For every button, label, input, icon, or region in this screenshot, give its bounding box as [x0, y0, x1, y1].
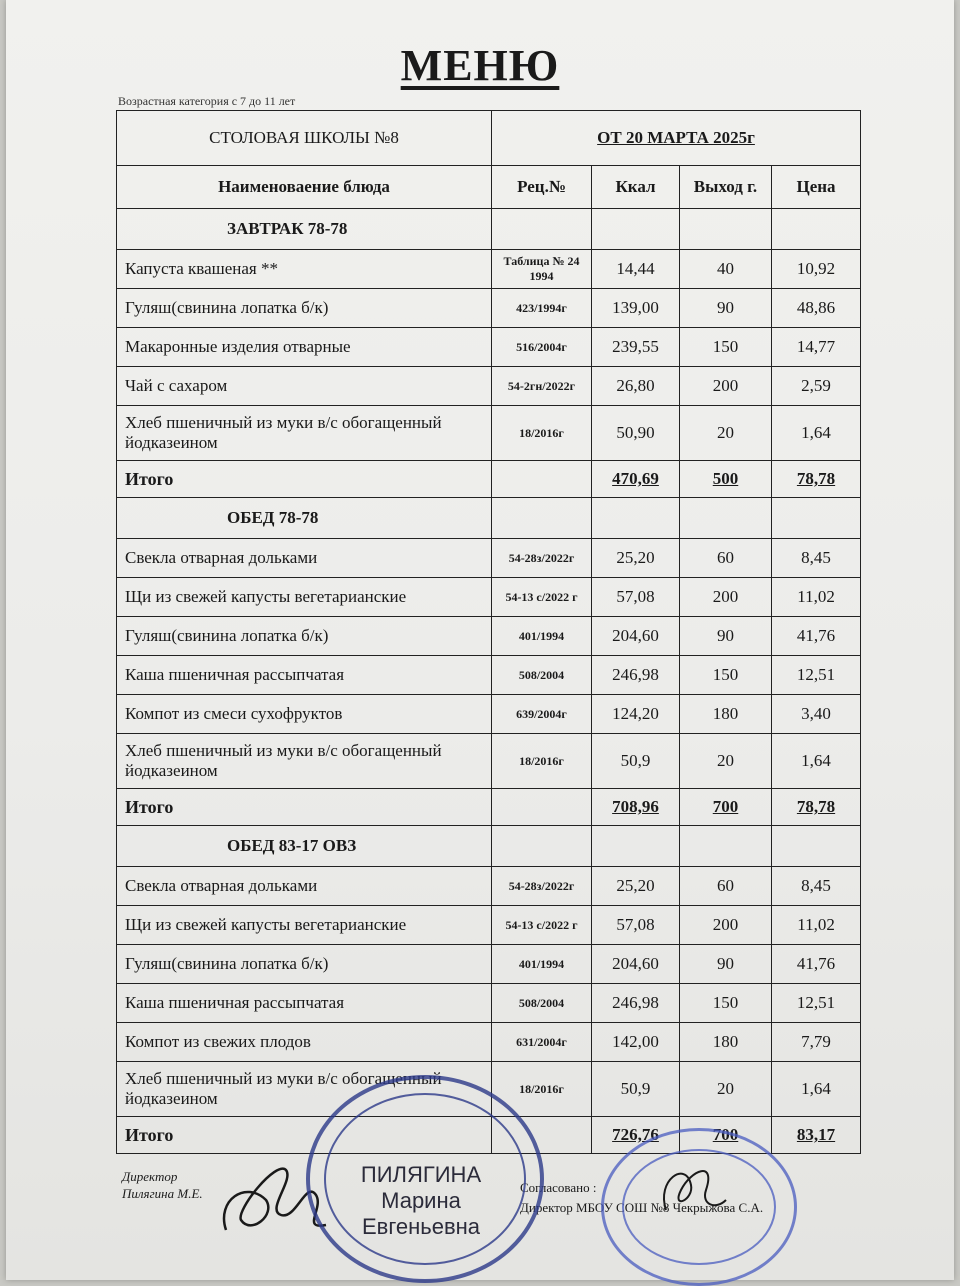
dish-name: Компот из смеси сухофруктов	[117, 695, 492, 734]
empty-cell	[492, 498, 592, 539]
table-row	[117, 289, 861, 328]
empty-cell	[680, 826, 772, 867]
yield-value: 20	[680, 734, 772, 789]
menu-date	[492, 111, 861, 166]
recipe-number: 54-28з/2022г	[492, 867, 592, 906]
yield-value: 20	[680, 1062, 772, 1117]
dish-name: Свекла отварная дольками	[117, 867, 492, 906]
table-row	[117, 250, 861, 289]
price-value: 1,64	[772, 406, 861, 461]
agreed-by: Директор МБОУ СОШ №8 Чекрыжова С.А.	[520, 1200, 764, 1215]
col-header-kcal: Ккал	[592, 166, 680, 209]
empty-cell	[680, 498, 772, 539]
recipe-number: 54-28з/2022г	[492, 539, 592, 578]
price-value: 41,76	[772, 945, 861, 984]
col-header-price: Цена	[772, 166, 861, 209]
kcal-value: 246,98	[592, 656, 680, 695]
kcal-value: 57,08	[592, 906, 680, 945]
total-label: Итого	[117, 461, 492, 498]
empty-cell	[592, 498, 680, 539]
yield-value: 90	[680, 289, 772, 328]
table-row	[117, 617, 861, 656]
price-value: 41,76	[772, 617, 861, 656]
dish-name: Капуста квашеная **	[117, 250, 492, 289]
total-yield-value: 500	[712, 469, 739, 488]
director-signature-block	[122, 1168, 203, 1202]
column-header-row	[117, 166, 861, 209]
kcal-value: 239,55	[592, 328, 680, 367]
dish-name: Щи из свежей капусты вегетарианские	[117, 906, 492, 945]
total-row	[117, 461, 861, 498]
yield-value: 200	[680, 578, 772, 617]
price-value: 3,40	[772, 695, 861, 734]
table-row	[117, 328, 861, 367]
dish-name: Свекла отварная дольками	[117, 539, 492, 578]
col-header-name: Наименоваение блюда	[117, 166, 492, 209]
recipe-number: 631/2004г	[492, 1023, 592, 1062]
dish-name: Каша пшеничная рассыпчатая	[117, 656, 492, 695]
school-name: СТОЛОВАЯ ШКОЛЫ №8	[117, 111, 492, 166]
recipe-number: 54-13 с/2022 г	[492, 906, 592, 945]
kcal-value: 25,20	[592, 867, 680, 906]
kcal-value: 142,00	[592, 1023, 680, 1062]
total-price-value: 78,78	[796, 797, 836, 816]
recipe-number: 54-2гн/2022г	[492, 367, 592, 406]
kcal-value: 139,00	[592, 289, 680, 328]
price-value: 11,02	[772, 578, 861, 617]
dish-name: Компот из свежих плодов	[117, 1023, 492, 1062]
recipe-number: 423/1994г	[492, 289, 592, 328]
total-yield	[680, 789, 772, 826]
kcal-value: 25,20	[592, 539, 680, 578]
empty-cell	[772, 826, 861, 867]
empty-cell	[680, 209, 772, 250]
director-name: Пилягина М.Е.	[122, 1186, 203, 1201]
total-price	[772, 461, 861, 498]
total-yield	[680, 461, 772, 498]
price-value: 1,64	[772, 734, 861, 789]
dish-name: Хлеб пшеничный из муки в/с обогащенный йодказеином	[117, 406, 492, 461]
yield-value: 40	[680, 250, 772, 289]
kcal-value: 14,44	[592, 250, 680, 289]
recipe-number: 18/2016г	[492, 1062, 592, 1117]
total-kcal-value: 726,76	[612, 1125, 659, 1144]
menu-table	[116, 110, 861, 1154]
section-header-row	[117, 498, 861, 539]
table-top-row	[117, 111, 861, 166]
kcal-value: 246,98	[592, 984, 680, 1023]
table-row	[117, 539, 861, 578]
table-row	[117, 695, 861, 734]
total-kcal	[592, 789, 680, 826]
total-price-value: 78,78	[796, 469, 836, 488]
age-category: Возрастная категория с 7 до 11 лет	[118, 94, 296, 108]
dish-name: Гуляш(свинина лопатка б/к)	[117, 617, 492, 656]
yield-value: 180	[680, 1023, 772, 1062]
recipe-number: 516/2004г	[492, 328, 592, 367]
empty-cell	[592, 826, 680, 867]
recipe-number: 639/2004г	[492, 695, 592, 734]
total-label: Итого	[117, 789, 492, 826]
price-value: 7,79	[772, 1023, 861, 1062]
director-title: Директор	[122, 1169, 178, 1184]
total-yield-value: 700	[712, 797, 739, 816]
yield-value: 150	[680, 656, 772, 695]
kcal-value: 50,90	[592, 406, 680, 461]
section-header-row	[117, 209, 861, 250]
table-row	[117, 578, 861, 617]
menu-table-body	[117, 111, 861, 1154]
stamp-name	[346, 1162, 496, 1240]
recipe-number: Таблица № 24 1994	[492, 250, 592, 289]
empty-cell	[492, 461, 592, 498]
table-row	[117, 984, 861, 1023]
section-header-row	[117, 826, 861, 867]
recipe-number: 508/2004	[492, 984, 592, 1023]
col-header-rec: Рец.№	[492, 166, 592, 209]
dish-name: Макаронные изделия отварные	[117, 328, 492, 367]
stamp-name-line3: Евгеньевна	[361, 1214, 481, 1239]
menu-date-text: ОТ 20 МАРТА 2025г	[597, 128, 755, 147]
yield-value: 150	[680, 984, 772, 1023]
agreed-label: Согласовано :	[520, 1180, 597, 1195]
price-value: 14,77	[772, 328, 861, 367]
section-label: ОБЕД 78-78	[117, 498, 492, 539]
recipe-number: 401/1994	[492, 945, 592, 984]
table-row	[117, 945, 861, 984]
yield-value: 200	[680, 367, 772, 406]
total-price	[772, 789, 861, 826]
table-row	[117, 734, 861, 789]
dish-name: Чай с сахаром	[117, 367, 492, 406]
yield-value: 180	[680, 695, 772, 734]
stamp-name-line2: Марина	[381, 1188, 461, 1213]
yield-value: 200	[680, 906, 772, 945]
price-value: 8,45	[772, 867, 861, 906]
table-row	[117, 406, 861, 461]
price-value: 1,64	[772, 1062, 861, 1117]
recipe-number: 508/2004	[492, 656, 592, 695]
page-title: МЕНЮ	[400, 41, 560, 90]
empty-cell	[772, 209, 861, 250]
yield-value: 90	[680, 945, 772, 984]
section-label: ОБЕД 83-17 ОВЗ	[117, 826, 492, 867]
table-row	[117, 906, 861, 945]
price-value: 11,02	[772, 906, 861, 945]
empty-cell	[592, 209, 680, 250]
total-price	[772, 1117, 861, 1154]
kcal-value: 57,08	[592, 578, 680, 617]
kcal-value: 50,9	[592, 1062, 680, 1117]
yield-value: 60	[680, 539, 772, 578]
empty-cell	[492, 826, 592, 867]
stamp-name-line1: ПИЛЯГИНА	[360, 1162, 482, 1187]
total-row	[117, 789, 861, 826]
total-kcal-value: 470,69	[612, 469, 659, 488]
total-yield-value: 700	[712, 1125, 739, 1144]
dish-name: Хлеб пшеничный из муки в/с обогащенный йодказеином	[117, 1062, 492, 1117]
yield-value: 20	[680, 406, 772, 461]
yield-value: 90	[680, 617, 772, 656]
table-row	[117, 867, 861, 906]
col-header-yield: Выход г.	[680, 166, 772, 209]
recipe-number: 54-13 с/2022 г	[492, 578, 592, 617]
total-kcal	[592, 461, 680, 498]
agreement-signature-icon	[646, 1150, 736, 1230]
price-value: 12,51	[772, 984, 861, 1023]
section-label: ЗАВТРАК 78-78	[117, 209, 492, 250]
recipe-number: 18/2016г	[492, 734, 592, 789]
dish-name: Каша пшеничная рассыпчатая	[117, 984, 492, 1023]
total-label: Итого	[117, 1117, 492, 1154]
kcal-value: 26,80	[592, 367, 680, 406]
dish-name: Гуляш(свинина лопатка б/к)	[117, 945, 492, 984]
dish-name: Гуляш(свинина лопатка б/к)	[117, 289, 492, 328]
table-row	[117, 367, 861, 406]
yield-value: 60	[680, 867, 772, 906]
recipe-number: 401/1994	[492, 617, 592, 656]
price-value: 8,45	[772, 539, 861, 578]
dish-name: Хлеб пшеничный из муки в/с обогащенный йодказеином	[117, 734, 492, 789]
price-value: 2,59	[772, 367, 861, 406]
empty-cell	[492, 209, 592, 250]
kcal-value: 204,60	[592, 945, 680, 984]
kcal-value: 50,9	[592, 734, 680, 789]
table-row	[117, 1023, 861, 1062]
recipe-number: 18/2016г	[492, 406, 592, 461]
empty-cell	[492, 789, 592, 826]
dish-name: Щи из свежей капусты вегетарианские	[117, 578, 492, 617]
kcal-value: 204,60	[592, 617, 680, 656]
menu-sheet	[6, 0, 954, 1280]
yield-value: 150	[680, 328, 772, 367]
total-kcal-value: 708,96	[612, 797, 659, 816]
price-value: 48,86	[772, 289, 861, 328]
total-price-value: 83,17	[796, 1125, 836, 1144]
table-row	[117, 656, 861, 695]
price-value: 10,92	[772, 250, 861, 289]
empty-cell	[772, 498, 861, 539]
price-value: 12,51	[772, 656, 861, 695]
kcal-value: 124,20	[592, 695, 680, 734]
